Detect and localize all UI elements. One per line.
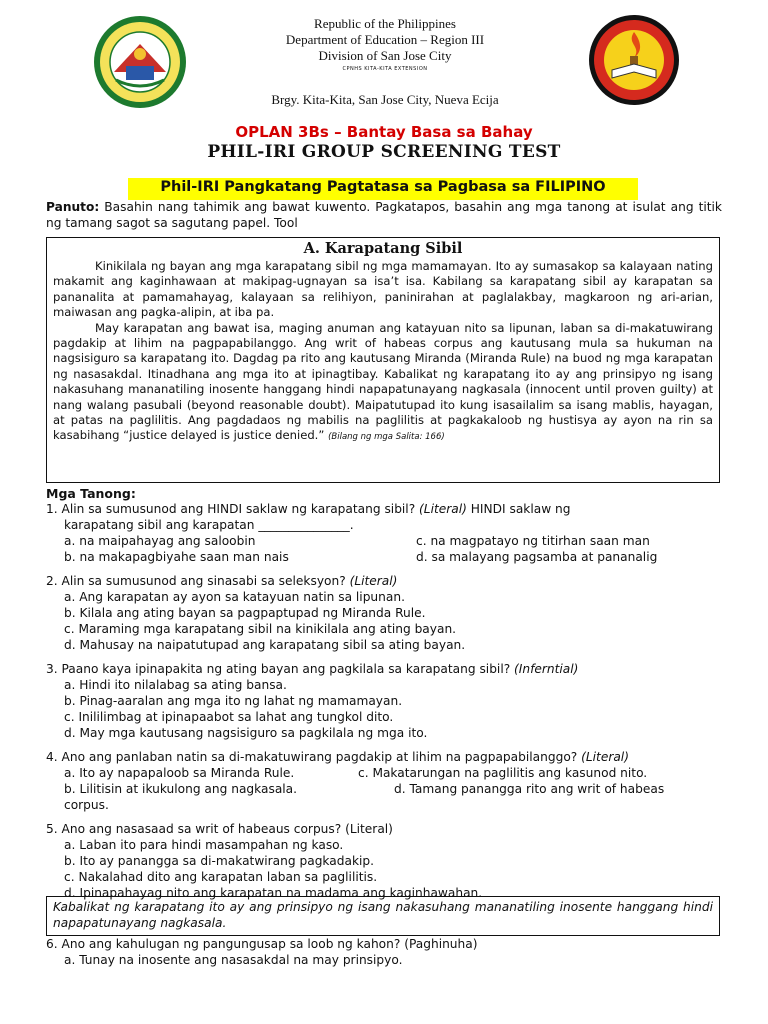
instructions-label: Panuto: xyxy=(46,200,100,214)
option-a: a. Tunay na inosente ang nasasakdal na may prinsipyo. xyxy=(64,953,403,967)
option-a: a. Hindi ito nilalabag sa ating bansa. xyxy=(64,678,287,692)
option-d: d. sa malayang pagsamba at pananalig xyxy=(416,550,658,564)
option-row xyxy=(46,765,722,781)
option-a: a. na maipahayag ang saloobin xyxy=(64,534,256,548)
option-d: d. Mahusay na naipatutupad ang karapatang sibil sa ating bayan. xyxy=(64,638,466,652)
school-extension-line: CPNHS KITA-KITA EXTENSION xyxy=(342,66,428,72)
instructions-text: Basahin nang tahimik ang bawat kuwento. Pagkatapos, basahin ang mga tanong at isulat ang titik ng tamang sagot sa sagutang papel. Tool xyxy=(46,200,722,230)
question-stem: 5. Ano ang nasasaad sa writ of habeaus corpus? (Literal) xyxy=(46,822,393,836)
question-2 xyxy=(46,573,722,653)
header-text-block xyxy=(190,16,580,74)
option-b: b. Pinag-aaralan ang mga ito ng lahat ng mamamayan. xyxy=(64,694,403,708)
passage-paragraph-2-text: May karapatan ang bawat isa, maging anuman ang katayuan nito sa lipunan, laban sa di-makatuwirang pagdakip at lihim na pagpapabilanggo. Ang writ of habeas corpus ang kautusang mula sa hukuman na nagsisiguro sa karapatang ito. Dagdag pa rito ang kautusang Miranda (Miranda Rule) na buod ng mga karapatan ng nasasakdal. Itinadhana ang mga ito at ipinagtibay. Kabalikat ng karapatang ito ay ang prinsipyo ng isang nakasuhang mananatiling inosente hanggang hindi napapatunayang nagkasala (innocent until proven guilty) at nang walang pasubali (beyond reasonable doubt). Maipatutupad ito kung isasailalim sa isang mablis, hayagan, at patas na paglilitis. Ang pagdadaos ng mabilis na paglilitis at pagkakaloob ng hustisya ay ayon na rin sa kasabihang “justice delayed is justice denied.” xyxy=(53,320,713,443)
question-stem: 1. Alin sa sumusunod ang HINDI saklaw ng karapatang sibil? (Literal) HINDI saklaw ng xyxy=(46,502,571,516)
option-c: c. Inililimbag at ipinapaabot sa lahat ang tungkol dito. xyxy=(64,710,394,724)
question-stem-continuation: karapatang sibil ang karapatan _______________. xyxy=(64,518,354,532)
document-header xyxy=(0,0,768,112)
question-stem: 4. Ano ang panlaban natin sa di-makatuwirang pagdakip at lihim na pagpapabilanggo? (Literal) xyxy=(46,750,629,764)
questions-heading: Mga Tanong: xyxy=(46,486,136,501)
option-c: c. Maraming mga karapatang sibil na kinikilala ang ating bayan. xyxy=(64,622,457,636)
program-title: OPLAN 3Bs – Bantay Basa sa Bahay xyxy=(235,123,533,141)
question-stem: 3. Paano kaya ipinapakita ng ating bayan ang pagkilala sa karapatang sibil? (Inferntial) xyxy=(46,662,579,676)
question-4 xyxy=(46,749,722,813)
option-d: d. Ipinapahayag nito ang karapatan na madama ang kaginhawahan. xyxy=(64,886,483,900)
option-b: b. Kilala ang ating bayan sa pagpaptupad ng Miranda Rule. xyxy=(64,606,426,620)
test-subtitle: Phil-IRI Pangkatang Pagtatasa sa Pagbasa sa FILIPINO xyxy=(160,179,606,195)
option-d: d. May mga kautusang nagsisiguro sa pagkilala ng mga ito. xyxy=(64,726,428,740)
option-c: c. Nakalahad dito ang karapatan laban sa paglilitis. xyxy=(64,870,378,884)
option-b: b. na makapagbiyahe saan man nais xyxy=(64,550,289,564)
question-5 xyxy=(46,821,722,901)
passage-title: A. Karapatang Sibil xyxy=(303,240,463,257)
option-d: d. Tamang panangga rito ang writ of habeas xyxy=(394,782,665,796)
option-b: b. Lilitisin at ikukulong ang nagkasala. xyxy=(64,782,298,796)
address-line: Brgy. Kita-Kita, San Jose City, Nueva Ecija xyxy=(271,92,499,107)
republic-line: Republic of the Philippines xyxy=(314,16,456,31)
passage-paragraph-2 xyxy=(53,321,713,446)
option-row xyxy=(46,549,722,565)
school-extension-seal xyxy=(588,14,680,106)
option-b: b. Ito ay panangga sa di-makatwirang pagkadakip. xyxy=(64,854,375,868)
passage-paragraph-1: Kinikilala ng bayan ang mga karapatang sibil ng mga mamamayan. Ito ay sumasakop sa kalayaan nating makamit ang kaginhawaan at makipag-ugnayan sa isa’t isa. Kabilang sa karapatang sibil ay karapatan sa pananalita at pamamahayag, kalayaan sa relihiyon, paninirahan at paglalakbay, magkaroon ng ari-arian, maiwasan ang pagka-alipin, at iba pa. xyxy=(53,259,713,320)
option-a: a. Ang karapatan ay ayon sa katayuan natin sa lipunan. xyxy=(64,590,405,604)
quoted-sentence-box: Kabalikat ng karapatang ito ay ang prinsipyo ng isang nakasuhang mananatiling inosente hanggang hindi napapatunayang nagkasala. xyxy=(46,896,720,936)
questions-list xyxy=(46,501,722,901)
division-line: Division of San Jose City xyxy=(318,48,452,63)
instructions xyxy=(46,199,722,231)
test-title: PHIL-IRI GROUP SCREENING TEST xyxy=(207,142,561,162)
question-3 xyxy=(46,661,722,741)
option-row xyxy=(46,533,722,549)
department-line: Department of Education – Region III xyxy=(285,32,485,47)
option-c: c. Makatarungan na paglilitis ang kasunod nito. xyxy=(358,766,648,780)
option-c: c. na magpatayo ng titirhan saan man xyxy=(416,534,650,548)
option-row xyxy=(46,781,722,797)
question-6 xyxy=(46,936,722,968)
deped-division-seal xyxy=(92,14,188,110)
option-a: a. Laban ito para hindi masampahan ng kaso. xyxy=(64,838,344,852)
word-count-note: (Bilang ng mga Salita: 166) xyxy=(328,432,445,443)
option-d-continuation: corpus. xyxy=(64,798,109,812)
option-a: a. Ito ay napapaloob sa Miranda Rule. xyxy=(64,766,295,780)
question-stem: 2. Alin sa sumusunod ang sinasabi sa seleksyon? (Literal) xyxy=(46,574,398,588)
question-1 xyxy=(46,501,722,565)
reading-passage-box xyxy=(46,237,720,483)
question-stem: 6. Ano ang kahulugan ng pangungusap sa loob ng kahon? (Paghinuha) xyxy=(46,937,478,951)
